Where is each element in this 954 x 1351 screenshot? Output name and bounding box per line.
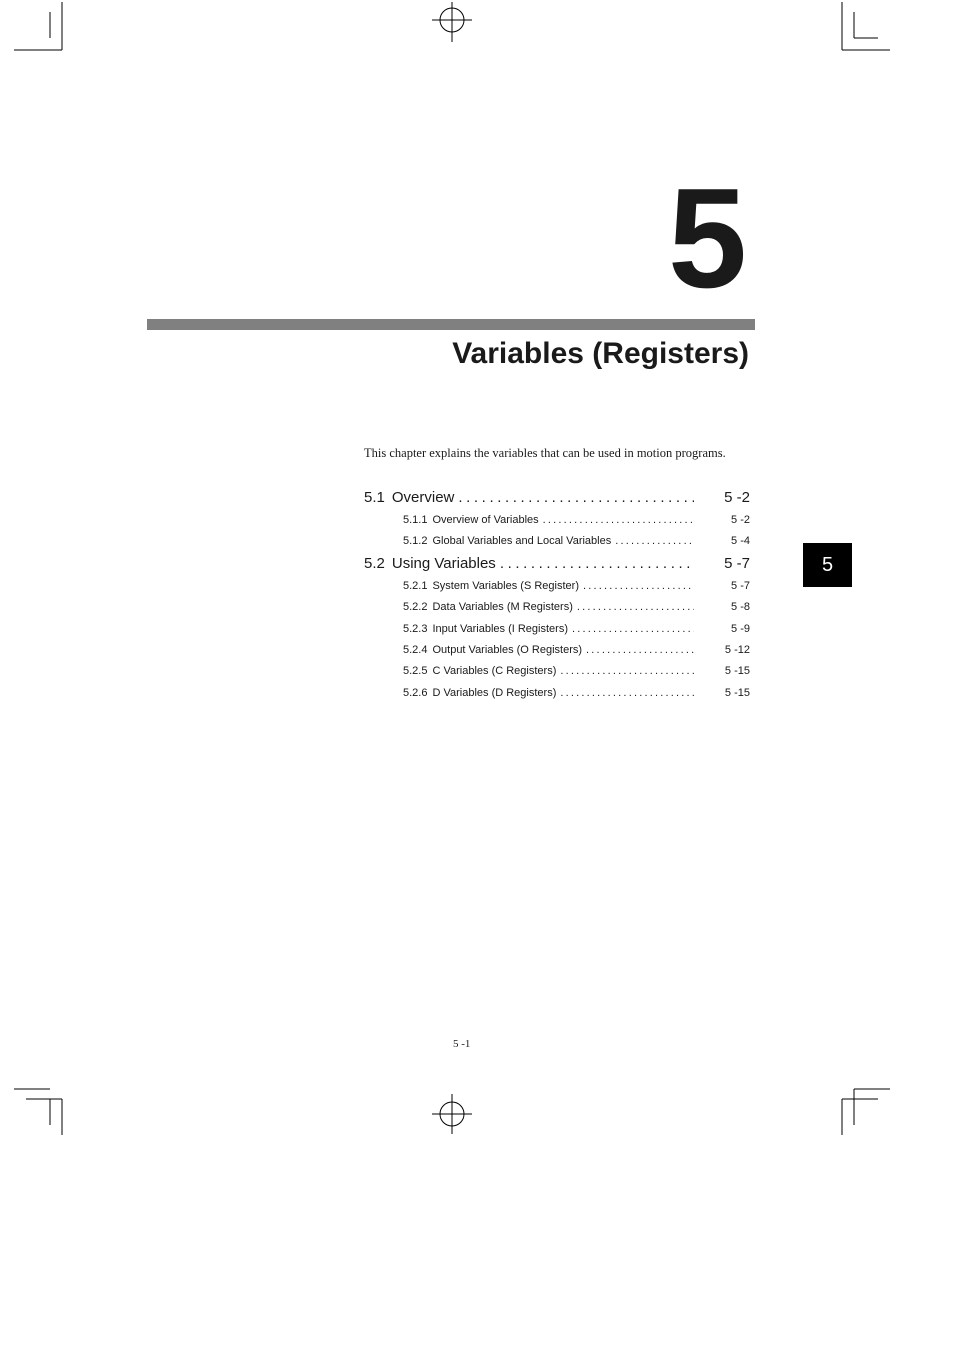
toc-entry-number: 5.2.1 [403,580,428,592]
toc-entry-title: Data Variables (M Registers) [432,601,573,613]
toc-leader [572,623,694,635]
chapter-intro: This chapter explains the variables that can be used in motion programs. [364,446,726,460]
toc-entry-page: 5 -9 [731,623,750,635]
toc-entry-title: C Variables (C Registers) [432,665,557,677]
chapter-side-tab: 5 [803,543,852,587]
toc-entry-page: 5 -12 [724,644,750,656]
page-number: 5 -1 [453,1038,471,1050]
toc-entry-5-2-2[interactable] [364,601,750,613]
toc-leader [458,489,694,506]
toc-entry-5-1-1[interactable] [364,514,750,526]
toc-entry-5-2-6[interactable] [364,687,750,699]
toc-entry-5-2-1[interactable] [364,580,750,592]
toc-leader [583,580,694,592]
toc-entry-number: 5.2.5 [403,665,428,677]
toc-entry-title: D Variables (D Registers) [432,687,557,699]
toc-entry-page: 5 -7 [731,580,750,592]
toc-entry-number: 5.2.2 [403,601,428,613]
toc-entry-title: Output Variables (O Registers) [432,644,583,656]
toc-entry-5-2-4[interactable] [364,644,750,656]
chapter-number: 5 [668,159,745,318]
toc-entry-title: Using Variables [391,555,496,572]
toc-entry-title: Overview of Variables [432,514,539,526]
toc-leader [543,514,694,526]
chapter-rule-bar [147,319,755,330]
toc-entry-number: 5.2.3 [403,623,428,635]
toc-entry-page: 5 -15 [724,665,750,677]
toc-leader [577,601,694,613]
toc-entry-title: Global Variables and Local Variables [432,535,612,547]
toc-entry-5-1[interactable] [364,489,750,506]
toc-leader [560,665,694,677]
toc-entry-number: 5.1.1 [403,514,428,526]
toc-entry-number: 5.2.4 [403,644,428,656]
toc-leader [615,535,694,547]
toc-entry-number: 5.1 [364,489,385,506]
toc-entry-number: 5.1.2 [403,535,428,547]
toc-entry-title: System Variables (S Register) [432,580,579,592]
toc-entry-page: 5 -4 [731,535,750,547]
toc-entry-5-1-2[interactable] [364,535,750,547]
toc-entry-page: 5 -8 [731,601,750,613]
toc-entry-5-2-3[interactable] [364,623,750,635]
toc-leader [560,687,694,699]
toc-entry-title: Input Variables (I Registers) [432,623,568,635]
toc-entry-title: Overview [391,489,455,506]
toc-entry-number: 5.2.6 [403,687,428,699]
chapter-title: Variables (Registers) [452,337,749,370]
toc-leader [500,555,694,572]
toc-entry-page: 5 -15 [724,687,750,699]
toc-leader [586,644,694,656]
toc-entry-5-2[interactable] [364,555,750,572]
toc-entry-page: 5 -2 [724,489,750,506]
toc-entry-number: 5.2 [364,555,385,572]
toc-entry-page: 5 -2 [731,514,750,526]
toc-entry-page: 5 -7 [724,555,750,572]
toc-entry-5-2-5[interactable] [364,665,750,677]
